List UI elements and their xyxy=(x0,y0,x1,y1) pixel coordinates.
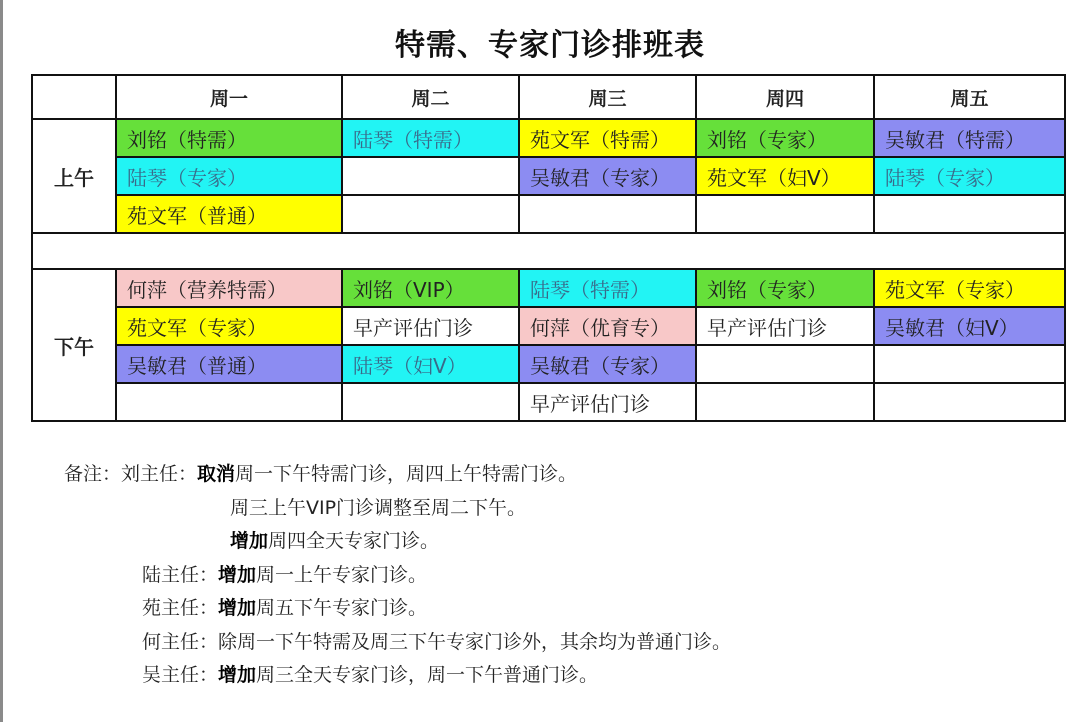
afternoon-row xyxy=(32,269,1065,307)
morning-row xyxy=(32,119,1065,157)
note-text: 周三全天专家门诊，周一下午普通门诊。 xyxy=(256,664,599,686)
note-line xyxy=(64,559,731,593)
note-prefix: 吴主任： xyxy=(142,664,219,686)
schedule-cell: 苑文军（专家） xyxy=(874,269,1065,307)
note-prefix: 苑主任： xyxy=(142,597,219,619)
schedule-cell: 刘铭（特需） xyxy=(116,119,342,157)
note-line xyxy=(64,659,731,693)
header-tue: 周二 xyxy=(342,75,519,119)
schedule-cell xyxy=(874,383,1065,421)
header-wed: 周三 xyxy=(519,75,696,119)
schedule-cell: 早产评估门诊 xyxy=(696,307,874,345)
schedule-cell: 吴敏君（妇V） xyxy=(874,307,1065,345)
note-line xyxy=(64,626,731,660)
note-text: 周三上午VIP门诊调整至周二下午。 xyxy=(230,496,527,519)
note-action: 增加 xyxy=(218,664,257,686)
note-action: 增加 xyxy=(230,530,269,552)
note-action: 增加 xyxy=(218,563,257,586)
note-text: 周四全天专家门诊。 xyxy=(268,530,440,552)
afternoon-label: 下午 xyxy=(32,269,116,421)
schedule-cell xyxy=(696,383,874,421)
morning-row xyxy=(32,195,1065,233)
header-mon: 周一 xyxy=(116,75,342,119)
note-text: 除周一下午特需及周三下午专家门诊外，其余均为普通门诊。 xyxy=(218,630,732,653)
schedule-cell: 陆琴（特需） xyxy=(342,119,519,157)
schedule-cell: 苑文军（普通） xyxy=(116,195,342,233)
schedule-cell: 早产评估门诊 xyxy=(519,383,696,421)
schedule-cell: 何萍（营养特需） xyxy=(116,269,342,307)
spacer-cell xyxy=(32,233,1065,269)
schedule-cell: 早产评估门诊 xyxy=(342,307,519,345)
schedule-cell: 陆琴（妇V） xyxy=(342,345,519,383)
note-line xyxy=(64,525,731,559)
schedule-cell xyxy=(696,345,874,383)
note-line xyxy=(64,592,731,626)
schedule-cell: 刘铭（专家） xyxy=(696,269,874,307)
note-line xyxy=(64,458,731,492)
schedule-cell: 吴敏君（专家） xyxy=(519,157,696,195)
schedule-cell: 刘铭（VIP） xyxy=(342,269,519,307)
schedule-cell: 刘铭（专家） xyxy=(696,119,874,157)
schedule-cell xyxy=(874,195,1065,233)
note-text: 周一上午专家门诊。 xyxy=(256,563,428,586)
note-prefix: 何主任： xyxy=(142,630,219,653)
schedule-cell: 陆琴（专家） xyxy=(874,157,1065,195)
schedule-cell: 何萍（优育专） xyxy=(519,307,696,345)
schedule-cell: 陆琴（专家） xyxy=(116,157,342,195)
note-text: 周一下午特需门诊，周四上午特需门诊。 xyxy=(235,463,578,485)
schedule-cell: 吴敏君（普通） xyxy=(116,345,342,383)
spacer-row xyxy=(32,233,1065,269)
note-action: 取消 xyxy=(197,463,236,485)
afternoon-row xyxy=(32,383,1065,421)
schedule-cell xyxy=(116,383,342,421)
schedule-cell: 苑文军（特需） xyxy=(519,119,696,157)
schedule-cell: 苑文军（专家） xyxy=(116,307,342,345)
schedule-cell xyxy=(342,195,519,233)
schedule-cell xyxy=(874,345,1065,383)
schedule-cell: 苑文军（妇V） xyxy=(696,157,874,195)
note-action: 增加 xyxy=(218,597,257,619)
header-row xyxy=(32,75,1065,119)
header-corner xyxy=(32,75,116,119)
schedule-cell xyxy=(519,195,696,233)
schedule-cell xyxy=(342,157,519,195)
schedule-cell xyxy=(342,383,519,421)
page-title: 特需、专家门诊排班表 xyxy=(395,28,705,63)
schedule-cell xyxy=(696,195,874,233)
schedule-cell: 陆琴（特需） xyxy=(519,269,696,307)
header-fri: 周五 xyxy=(874,75,1065,119)
notes-section xyxy=(64,458,731,693)
note-text: 周五下午专家门诊。 xyxy=(256,597,428,619)
note-prefix: 陆主任： xyxy=(142,563,219,586)
left-border xyxy=(0,0,3,722)
schedule-cell: 吴敏君（专家） xyxy=(519,345,696,383)
schedule-table xyxy=(31,74,1066,422)
afternoon-row xyxy=(32,307,1065,345)
morning-label: 上午 xyxy=(32,119,116,233)
afternoon-row xyxy=(32,345,1065,383)
morning-row xyxy=(32,157,1065,195)
note-prefix: 备注：刘主任： xyxy=(64,463,198,485)
note-line xyxy=(64,492,731,526)
schedule-cell: 吴敏君（特需） xyxy=(874,119,1065,157)
header-thu: 周四 xyxy=(696,75,874,119)
